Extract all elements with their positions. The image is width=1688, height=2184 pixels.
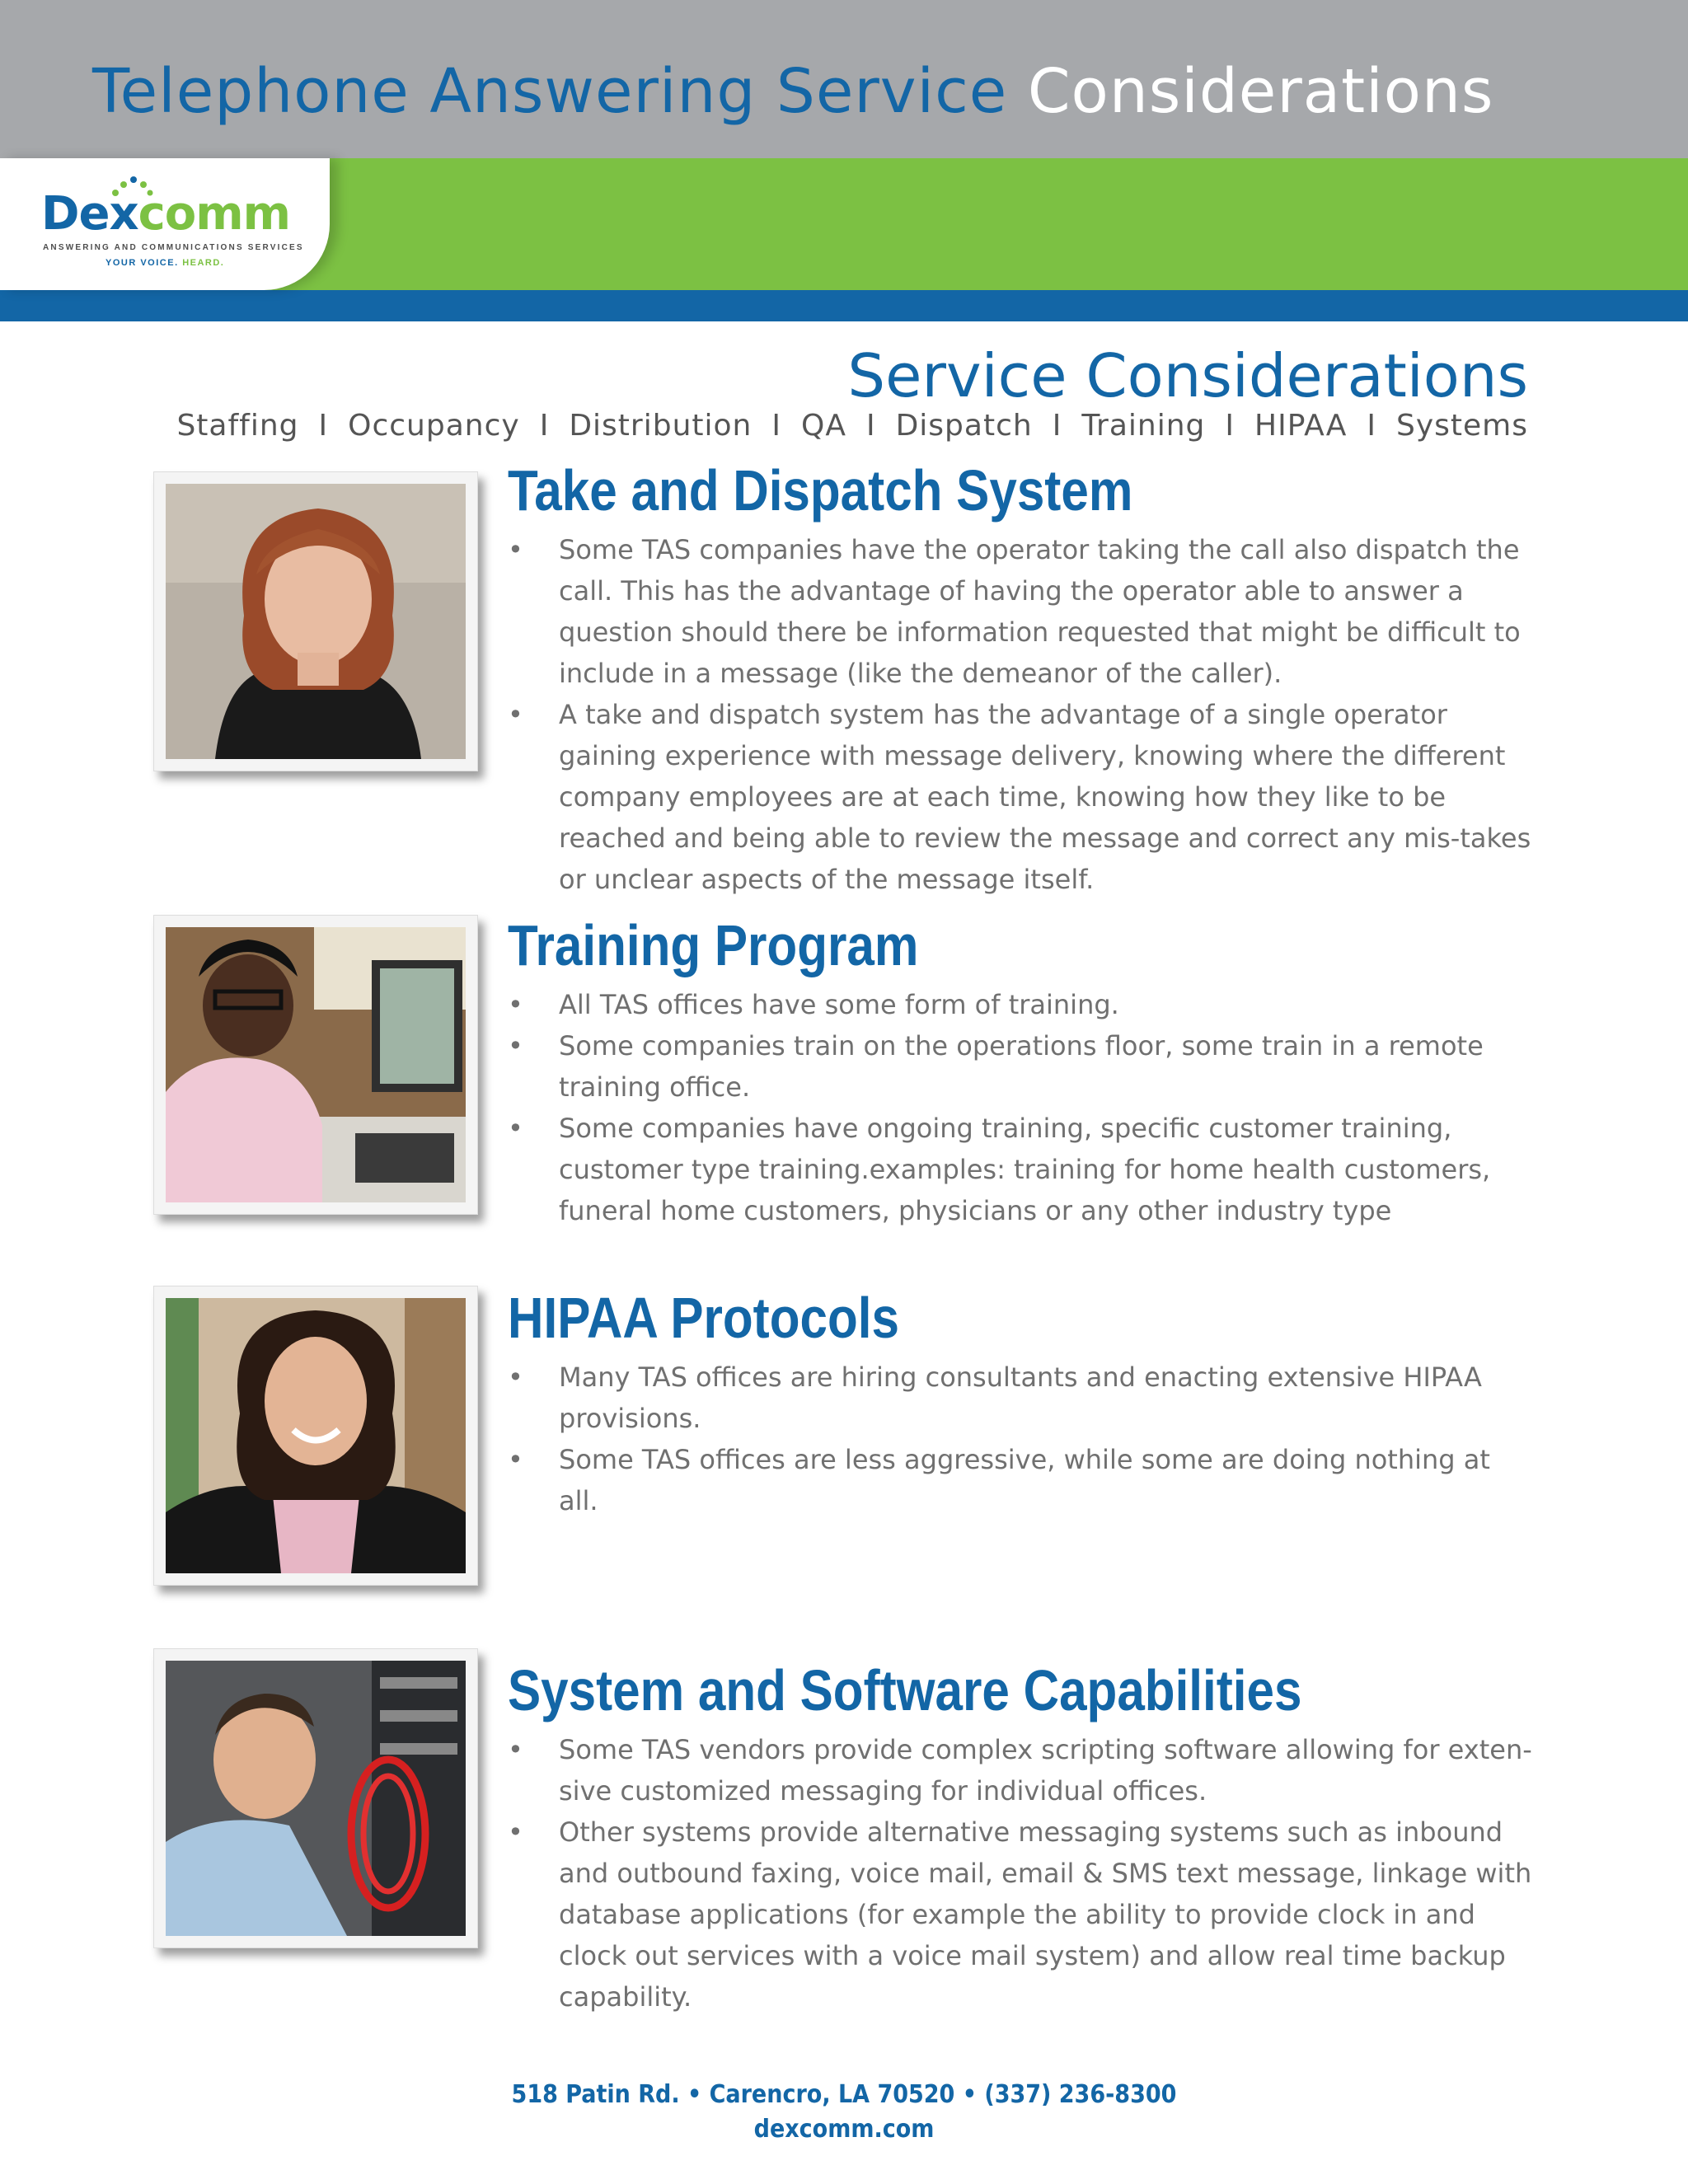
bullet-list <box>508 1729 1534 2018</box>
bullet-text: Some companies train on the operations floor, some train in a remote training office. <box>559 1030 1484 1103</box>
bullet-text: Other systems provide alternative messaging systems such as inbound and outbound faxing, voice mail, email & SMS text message, linkage with database applications (for example the ability to provide clock in and clock out services with a voice mail system) and allow real time backup capability. <box>559 1816 1532 2013</box>
logo-name-part1: Dex <box>41 187 138 241</box>
title-part-white: Considerations <box>1027 56 1494 127</box>
bullet-text: Some companies have ongoing training, specific customer training, customer type training.examples: training for home health customers, funeral home customers, physicians or any other industry type <box>559 1113 1491 1226</box>
bullet-item <box>508 1811 1534 2018</box>
topic-training: Training <box>1081 409 1206 443</box>
topic-separator: I <box>1052 409 1062 443</box>
footer-address: 518 Patin Rd. • Carencro, LA 70520 • (337) 236-8300 <box>511 2080 1177 2109</box>
bullet-list <box>508 529 1534 900</box>
bullet-text: Some TAS offices are less aggressive, while some are doing nothing at all. <box>559 1444 1490 1516</box>
topic-dispatch: Dispatch <box>895 409 1033 443</box>
topic-hipaa: HIPAA <box>1254 409 1348 443</box>
logo-name-part2: comm <box>138 187 290 241</box>
bullet-dot-icon: • <box>508 1113 523 1144</box>
logo-tagline <box>106 258 224 268</box>
bullet-item <box>508 984 1534 1025</box>
bullet-list <box>508 984 1534 1231</box>
bullet-item <box>508 1357 1534 1439</box>
dexcomm-logo <box>0 158 330 290</box>
photo-operator-headset <box>153 471 478 771</box>
bullet-dot-icon: • <box>508 1444 523 1475</box>
bullet-dot-icon: • <box>508 699 523 730</box>
bullet-dot-icon: • <box>508 1030 523 1062</box>
bullet-text: A take and dispatch system has the advantage of a single operator gaining experience with message delivery, knowing where the different company employees are at each time, knowing how they like to be reached and being able to review the message and correct any mis-takes or unclear aspects of the message itself. <box>559 699 1531 895</box>
bullet-dot-icon: • <box>508 1734 523 1765</box>
bullet-item <box>508 1729 1534 1811</box>
section-take-and-dispatch <box>508 458 1534 900</box>
bullet-item <box>508 694 1534 900</box>
logo-subtitle: ANSWERING AND COMMUNICATIONS SERVICES <box>43 243 304 252</box>
bullet-item <box>508 529 1534 694</box>
topic-systems: Systems <box>1396 409 1528 443</box>
title-part-blue: Telephone Answering Service <box>92 56 1008 127</box>
bullet-item <box>508 1108 1534 1231</box>
section-training-program <box>508 913 1534 1231</box>
logo-tagline-part2: HEARD. <box>182 258 225 268</box>
topic-staffing: Staffing <box>176 409 299 443</box>
topic-separator: I <box>539 409 550 443</box>
topic-separator: I <box>1225 409 1236 443</box>
bullet-text: Some TAS companies have the operator taking the call also dispatch the call. This has the advantage of having the operator able to answer a question should there be information requested that might be difficult to include in a message (like the demeanor of the caller). <box>559 534 1521 689</box>
logo-tagline-part1: YOUR VOICE. <box>106 258 179 268</box>
topic-occupancy: Occupancy <box>348 409 520 443</box>
bullet-dot-icon: • <box>508 1361 523 1393</box>
section-title: Training Program <box>508 913 919 977</box>
blue-stripe <box>0 290 1688 321</box>
section-title: HIPAA Protocols <box>508 1286 899 1350</box>
bullet-item <box>508 1439 1534 1521</box>
section-title: Take and Dispatch System <box>508 458 1133 523</box>
document-title <box>92 56 1494 127</box>
topics-bar <box>176 409 1528 443</box>
bullet-item <box>508 1025 1534 1108</box>
bullet-text: All TAS offices have some form of training. <box>559 989 1119 1020</box>
photo-technician-cables <box>153 1648 478 1948</box>
topic-separator: I <box>771 409 781 443</box>
man-cables-photo-icon <box>166 1661 466 1936</box>
bullet-dot-icon: • <box>508 989 523 1020</box>
logo-wordmark <box>41 187 290 241</box>
section-system-software <box>508 1658 1534 2018</box>
topic-separator: I <box>1367 409 1376 443</box>
photo-trainer-desk <box>153 915 478 1215</box>
woman-smiling-photo-icon <box>166 1298 466 1573</box>
woman-desk-photo-icon <box>166 927 466 1202</box>
service-considerations-title: Service Considerations <box>847 341 1528 410</box>
bullet-list <box>508 1357 1534 1521</box>
topic-separator: I <box>865 409 876 443</box>
photo-smiling-woman <box>153 1286 478 1586</box>
footer-website[interactable]: dexcomm.com <box>753 2115 935 2144</box>
bullet-dot-icon: • <box>508 534 523 565</box>
topic-qa: QA <box>800 409 846 443</box>
section-hipaa-protocols <box>508 1286 1534 1521</box>
topic-distribution: Distribution <box>569 409 753 443</box>
section-title: System and Software Capabilities <box>508 1658 1302 1722</box>
bullet-dot-icon: • <box>508 1816 523 1848</box>
bullet-text: Some TAS vendors provide complex scripting software allowing for exten-sive customized messaging for individual offices. <box>559 1734 1532 1807</box>
woman-headset-photo-icon <box>166 484 466 759</box>
bullet-text: Many TAS offices are hiring consultants and enacting extensive HIPAA provisions. <box>559 1361 1482 1434</box>
topic-separator: I <box>318 409 329 443</box>
